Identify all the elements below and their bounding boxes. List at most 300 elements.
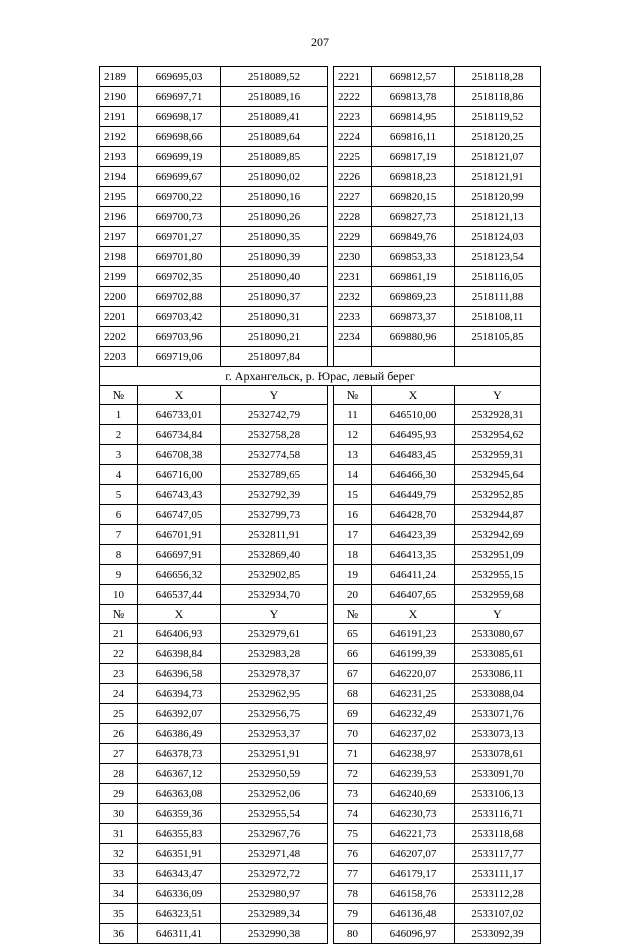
coord-x: 646394,73 (138, 684, 221, 704)
coord-x: 646449,79 (372, 485, 455, 505)
coord-x: 669699,19 (138, 147, 221, 167)
coord-x: 646743,43 (138, 485, 221, 505)
coord-y: 2518090,40 (221, 267, 328, 287)
table-row (100, 585, 541, 605)
coord-y: 2532869,40 (221, 545, 328, 565)
coord-y: 2533078,61 (455, 744, 541, 764)
header-y: Y (455, 386, 541, 405)
point-number: 80 (334, 924, 372, 944)
point-number: 2194 (100, 167, 138, 187)
coord-x: 646343,47 (138, 864, 221, 884)
point-number: 2202 (100, 327, 138, 347)
point-number: 1 (100, 405, 138, 425)
point-number: 2189 (100, 67, 138, 87)
point-number: 14 (334, 465, 372, 485)
point-number: 2192 (100, 127, 138, 147)
table-row (100, 565, 541, 585)
coord-y: 2532967,76 (221, 824, 328, 844)
coord-y: 2533092,39 (455, 924, 541, 944)
point-number: 68 (334, 684, 372, 704)
point-number: 5 (100, 485, 138, 505)
coord-x: 646466,30 (372, 465, 455, 485)
table-row (100, 824, 541, 844)
coord-y: 2518090,39 (221, 247, 328, 267)
table-row (100, 465, 541, 485)
coord-y: 2518116,05 (455, 267, 541, 287)
coord-y: 2532953,37 (221, 724, 328, 744)
coord-x: 646495,93 (372, 425, 455, 445)
coord-x: 646378,73 (138, 744, 221, 764)
coord-x: 646537,44 (138, 585, 221, 605)
header-y: Y (221, 386, 328, 405)
coord-y: 2533071,76 (455, 704, 541, 724)
point-number: 2190 (100, 87, 138, 107)
coord-x: 669820,15 (372, 187, 455, 207)
coord-x: 646386,49 (138, 724, 221, 744)
coordinates-table (99, 66, 541, 944)
point-number: 24 (100, 684, 138, 704)
table-row (100, 67, 541, 87)
coord-y: 2518089,41 (221, 107, 328, 127)
coord-y: 2532811,91 (221, 525, 328, 545)
coord-x: 669816,11 (372, 127, 455, 147)
table-row (100, 405, 541, 425)
coord-x: 646708,38 (138, 445, 221, 465)
point-number: 65 (334, 624, 372, 644)
coord-y: 2518089,85 (221, 147, 328, 167)
coord-x: 646398,84 (138, 644, 221, 664)
point-number: 6 (100, 505, 138, 525)
coord-x: 646747,05 (138, 505, 221, 525)
coord-x: 669869,23 (372, 287, 455, 307)
coord-x: 646136,48 (372, 904, 455, 924)
coord-x: 669695,03 (138, 67, 221, 87)
table-row (100, 764, 541, 784)
coord-y: 2518121,07 (455, 147, 541, 167)
coord-y: 2532972,72 (221, 864, 328, 884)
header-x: X (138, 386, 221, 405)
coord-y: 2533080,67 (455, 624, 541, 644)
table-row (100, 247, 541, 267)
coord-y: 2532983,28 (221, 644, 328, 664)
coord-x: 669702,88 (138, 287, 221, 307)
coord-y: 2518108,11 (455, 307, 541, 327)
table-row (100, 804, 541, 824)
coord-y: 2533117,77 (455, 844, 541, 864)
coord-y: 2533085,61 (455, 644, 541, 664)
coord-x: 646191,23 (372, 624, 455, 644)
coord-y: 2518118,86 (455, 87, 541, 107)
coord-x: 669719,06 (138, 347, 221, 367)
coord-x: 646158,76 (372, 884, 455, 904)
table-row (100, 347, 541, 367)
coord-y: 2532989,34 (221, 904, 328, 924)
coord-y: 2532902,85 (221, 565, 328, 585)
point-number: 71 (334, 744, 372, 764)
coord-y: 2532742,79 (221, 405, 328, 425)
point-number: 66 (334, 644, 372, 664)
coord-y: 2532951,91 (221, 744, 328, 764)
column-header-row (100, 605, 541, 624)
coord-y: 2518124,03 (455, 227, 541, 247)
point-number: 73 (334, 784, 372, 804)
table-row (100, 724, 541, 744)
coord-x: 646240,69 (372, 784, 455, 804)
coord-x: 646238,97 (372, 744, 455, 764)
coord-y: 2532959,68 (455, 585, 541, 605)
coord-x: 646428,70 (372, 505, 455, 525)
table-row (100, 107, 541, 127)
coord-y: 2532956,75 (221, 704, 328, 724)
coord-y: 2532959,31 (455, 445, 541, 465)
coord-y: 2532952,85 (455, 485, 541, 505)
coord-x: 669703,96 (138, 327, 221, 347)
point-number: 15 (334, 485, 372, 505)
coord-y: 2533088,04 (455, 684, 541, 704)
point-number: 9 (100, 565, 138, 585)
point-number: 22 (100, 644, 138, 664)
coord-x: 646323,51 (138, 904, 221, 924)
point-number: 2228 (334, 207, 372, 227)
point-number: 2230 (334, 247, 372, 267)
coord-y: 2533091,70 (455, 764, 541, 784)
coord-y: 2518121,13 (455, 207, 541, 227)
coord-x: 646407,65 (372, 585, 455, 605)
coord-x: 669814,95 (372, 107, 455, 127)
coord-y: 2532962,95 (221, 684, 328, 704)
point-number: 2234 (334, 327, 372, 347)
point-number: 79 (334, 904, 372, 924)
coord-y: 2533112,28 (455, 884, 541, 904)
coord-x: 669701,27 (138, 227, 221, 247)
coord-y: 2532774,58 (221, 445, 328, 465)
coord-x: 646359,36 (138, 804, 221, 824)
coord-y: 2532979,61 (221, 624, 328, 644)
coord-x: 646355,83 (138, 824, 221, 844)
point-number: 76 (334, 844, 372, 864)
coord-y: 2532792,39 (221, 485, 328, 505)
coord-x: 646367,12 (138, 764, 221, 784)
coord-y: 2532789,65 (221, 465, 328, 485)
coord-x: 646311,41 (138, 924, 221, 944)
coord-x: 646733,01 (138, 405, 221, 425)
coord-y: 2532971,48 (221, 844, 328, 864)
point-number: 8 (100, 545, 138, 565)
coord-y: 2533111,17 (455, 864, 541, 884)
table-row (100, 445, 541, 465)
coord-y: 2518119,52 (455, 107, 541, 127)
table-row (100, 644, 541, 664)
table-row (100, 307, 541, 327)
table-row (100, 864, 541, 884)
point-number: 11 (334, 405, 372, 425)
coord-y: 2518120,99 (455, 187, 541, 207)
point-number: 36 (100, 924, 138, 944)
point-number: 70 (334, 724, 372, 744)
coord-y: 2518090,16 (221, 187, 328, 207)
coord-x: 646230,73 (372, 804, 455, 824)
coord-y: 2532944,87 (455, 505, 541, 525)
table-row (100, 545, 541, 565)
header-x: X (372, 386, 455, 405)
coord-x: 646396,58 (138, 664, 221, 684)
point-number: 2195 (100, 187, 138, 207)
coord-x: 646392,07 (138, 704, 221, 724)
coord-x: 646716,00 (138, 465, 221, 485)
point-number: 26 (100, 724, 138, 744)
point-number: 2233 (334, 307, 372, 327)
point-number: 67 (334, 664, 372, 684)
point-number: 21 (100, 624, 138, 644)
table-row (100, 267, 541, 287)
table-row (100, 884, 541, 904)
coord-x: 646220,07 (372, 664, 455, 684)
point-number: 78 (334, 884, 372, 904)
point-number: 2222 (334, 87, 372, 107)
coord-x: 669817,19 (372, 147, 455, 167)
header-y: Y (455, 605, 541, 624)
coord-y: 2518089,16 (221, 87, 328, 107)
header-y: Y (221, 605, 328, 624)
point-number: 2196 (100, 207, 138, 227)
coord-y: 2518105,85 (455, 327, 541, 347)
coord-x: 646411,24 (372, 565, 455, 585)
table-row (100, 684, 541, 704)
coord-y: 2532942,69 (455, 525, 541, 545)
coord-x: 669827,73 (372, 207, 455, 227)
table-row (100, 167, 541, 187)
table-row (100, 287, 541, 307)
header-number: № (100, 605, 138, 624)
coord-y: 2518120,25 (455, 127, 541, 147)
table-row (100, 207, 541, 227)
point-number: 77 (334, 864, 372, 884)
point-number: 19 (334, 565, 372, 585)
coord-x: 669697,71 (138, 87, 221, 107)
coord-y: 2518111,88 (455, 287, 541, 307)
point-number: 2224 (334, 127, 372, 147)
point-number: 2203 (100, 347, 138, 367)
coord-y: 2532952,06 (221, 784, 328, 804)
table-row (100, 844, 541, 864)
coord-x (372, 347, 455, 367)
coord-x: 646231,25 (372, 684, 455, 704)
point-number: 28 (100, 764, 138, 784)
coord-y: 2518121,91 (455, 167, 541, 187)
point-number: 2191 (100, 107, 138, 127)
point-number: 2221 (334, 67, 372, 87)
coord-x: 669861,19 (372, 267, 455, 287)
table-row (100, 327, 541, 347)
coord-x: 646734,84 (138, 425, 221, 445)
coord-x: 669701,80 (138, 247, 221, 267)
page-number: 207 (311, 35, 329, 49)
coord-x: 669873,37 (372, 307, 455, 327)
table-row (100, 147, 541, 167)
point-number: 72 (334, 764, 372, 784)
coord-x: 669880,96 (372, 327, 455, 347)
coord-y: 2518089,64 (221, 127, 328, 147)
point-number: 2226 (334, 167, 372, 187)
header-x: X (372, 605, 455, 624)
coord-y: 2533073,13 (455, 724, 541, 744)
coord-x: 669700,22 (138, 187, 221, 207)
column-header-row (100, 386, 541, 405)
coord-y: 2532950,59 (221, 764, 328, 784)
header-number: № (334, 605, 372, 624)
coord-y: 2533116,71 (455, 804, 541, 824)
point-number: 10 (100, 585, 138, 605)
table-row (100, 784, 541, 804)
section-title-row (100, 367, 541, 386)
coord-y: 2518097,84 (221, 347, 328, 367)
table-row (100, 525, 541, 545)
coord-x: 646179,17 (372, 864, 455, 884)
coord-x: 646423,39 (372, 525, 455, 545)
coord-y: 2532951,09 (455, 545, 541, 565)
point-number: 18 (334, 545, 372, 565)
header-number: № (100, 386, 138, 405)
coord-y: 2532758,28 (221, 425, 328, 445)
coord-x: 646656,32 (138, 565, 221, 585)
table-row (100, 904, 541, 924)
coord-x: 669849,76 (372, 227, 455, 247)
coord-y: 2532978,37 (221, 664, 328, 684)
coord-x: 646697,91 (138, 545, 221, 565)
point-number: 20 (334, 585, 372, 605)
coord-x: 646199,39 (372, 644, 455, 664)
table-row (100, 227, 541, 247)
header-x: X (138, 605, 221, 624)
point-number: 2197 (100, 227, 138, 247)
section-title: г. Архангельск, р. Юрас, левый берег (100, 367, 541, 386)
coord-x: 646413,35 (372, 545, 455, 565)
point-number (334, 347, 372, 367)
coord-y: 2532955,15 (455, 565, 541, 585)
point-number: 74 (334, 804, 372, 824)
point-number: 2198 (100, 247, 138, 267)
coord-y: 2518089,52 (221, 67, 328, 87)
coord-x: 646239,53 (372, 764, 455, 784)
coord-y: 2532955,54 (221, 804, 328, 824)
coord-x: 646232,49 (372, 704, 455, 724)
coord-y (455, 347, 541, 367)
table-row (100, 624, 541, 644)
coord-x: 646510,00 (372, 405, 455, 425)
point-number: 2232 (334, 287, 372, 307)
coord-x: 669700,73 (138, 207, 221, 227)
coord-y: 2532945,64 (455, 465, 541, 485)
coord-x: 646701,91 (138, 525, 221, 545)
point-number: 4 (100, 465, 138, 485)
table-row (100, 425, 541, 445)
coord-x: 669813,78 (372, 87, 455, 107)
point-number: 23 (100, 664, 138, 684)
coord-x: 646483,45 (372, 445, 455, 465)
coord-x: 669698,66 (138, 127, 221, 147)
coord-y: 2532928,31 (455, 405, 541, 425)
point-number: 75 (334, 824, 372, 844)
table-row (100, 187, 541, 207)
coord-x: 646237,02 (372, 724, 455, 744)
point-number: 34 (100, 884, 138, 904)
header-number: № (334, 386, 372, 405)
point-number: 27 (100, 744, 138, 764)
coord-x: 669812,57 (372, 67, 455, 87)
coord-x: 669698,17 (138, 107, 221, 127)
coord-y: 2518090,35 (221, 227, 328, 247)
table-row (100, 744, 541, 764)
point-number: 25 (100, 704, 138, 724)
point-number: 17 (334, 525, 372, 545)
coord-y: 2518090,26 (221, 207, 328, 227)
coord-y: 2518090,21 (221, 327, 328, 347)
point-number: 12 (334, 425, 372, 445)
point-number: 69 (334, 704, 372, 724)
table-row (100, 704, 541, 724)
coord-x: 669702,35 (138, 267, 221, 287)
point-number: 2231 (334, 267, 372, 287)
coord-x: 646207,07 (372, 844, 455, 864)
table-row (100, 87, 541, 107)
table-row (100, 485, 541, 505)
coord-x: 669853,33 (372, 247, 455, 267)
point-number: 2229 (334, 227, 372, 247)
point-number: 35 (100, 904, 138, 924)
coord-y: 2532980,97 (221, 884, 328, 904)
point-number: 2201 (100, 307, 138, 327)
point-number: 2193 (100, 147, 138, 167)
coord-y: 2532934,70 (221, 585, 328, 605)
table-row (100, 505, 541, 525)
point-number: 33 (100, 864, 138, 884)
table-row (100, 127, 541, 147)
coord-y: 2518090,31 (221, 307, 328, 327)
coord-x: 646351,91 (138, 844, 221, 864)
coord-y: 2533118,68 (455, 824, 541, 844)
coord-x: 646096,97 (372, 924, 455, 944)
coord-y: 2532990,38 (221, 924, 328, 944)
coord-x: 669699,67 (138, 167, 221, 187)
table-row (100, 664, 541, 684)
coord-y: 2518090,37 (221, 287, 328, 307)
point-number: 7 (100, 525, 138, 545)
point-number: 2227 (334, 187, 372, 207)
coord-y: 2518123,54 (455, 247, 541, 267)
point-number: 13 (334, 445, 372, 465)
point-number: 3 (100, 445, 138, 465)
point-number: 2200 (100, 287, 138, 307)
coord-x: 646406,93 (138, 624, 221, 644)
coord-y: 2533086,11 (455, 664, 541, 684)
point-number: 2 (100, 425, 138, 445)
coord-y: 2532954,62 (455, 425, 541, 445)
coord-x: 669818,23 (372, 167, 455, 187)
coord-y: 2533106,13 (455, 784, 541, 804)
coord-y: 2533107,02 (455, 904, 541, 924)
point-number: 2223 (334, 107, 372, 127)
coord-y: 2532799,73 (221, 505, 328, 525)
coord-y: 2518090,02 (221, 167, 328, 187)
coord-x: 646336,09 (138, 884, 221, 904)
point-number: 29 (100, 784, 138, 804)
point-number: 2225 (334, 147, 372, 167)
point-number: 16 (334, 505, 372, 525)
point-number: 2199 (100, 267, 138, 287)
coord-y: 2518118,28 (455, 67, 541, 87)
table-row (100, 924, 541, 944)
point-number: 30 (100, 804, 138, 824)
